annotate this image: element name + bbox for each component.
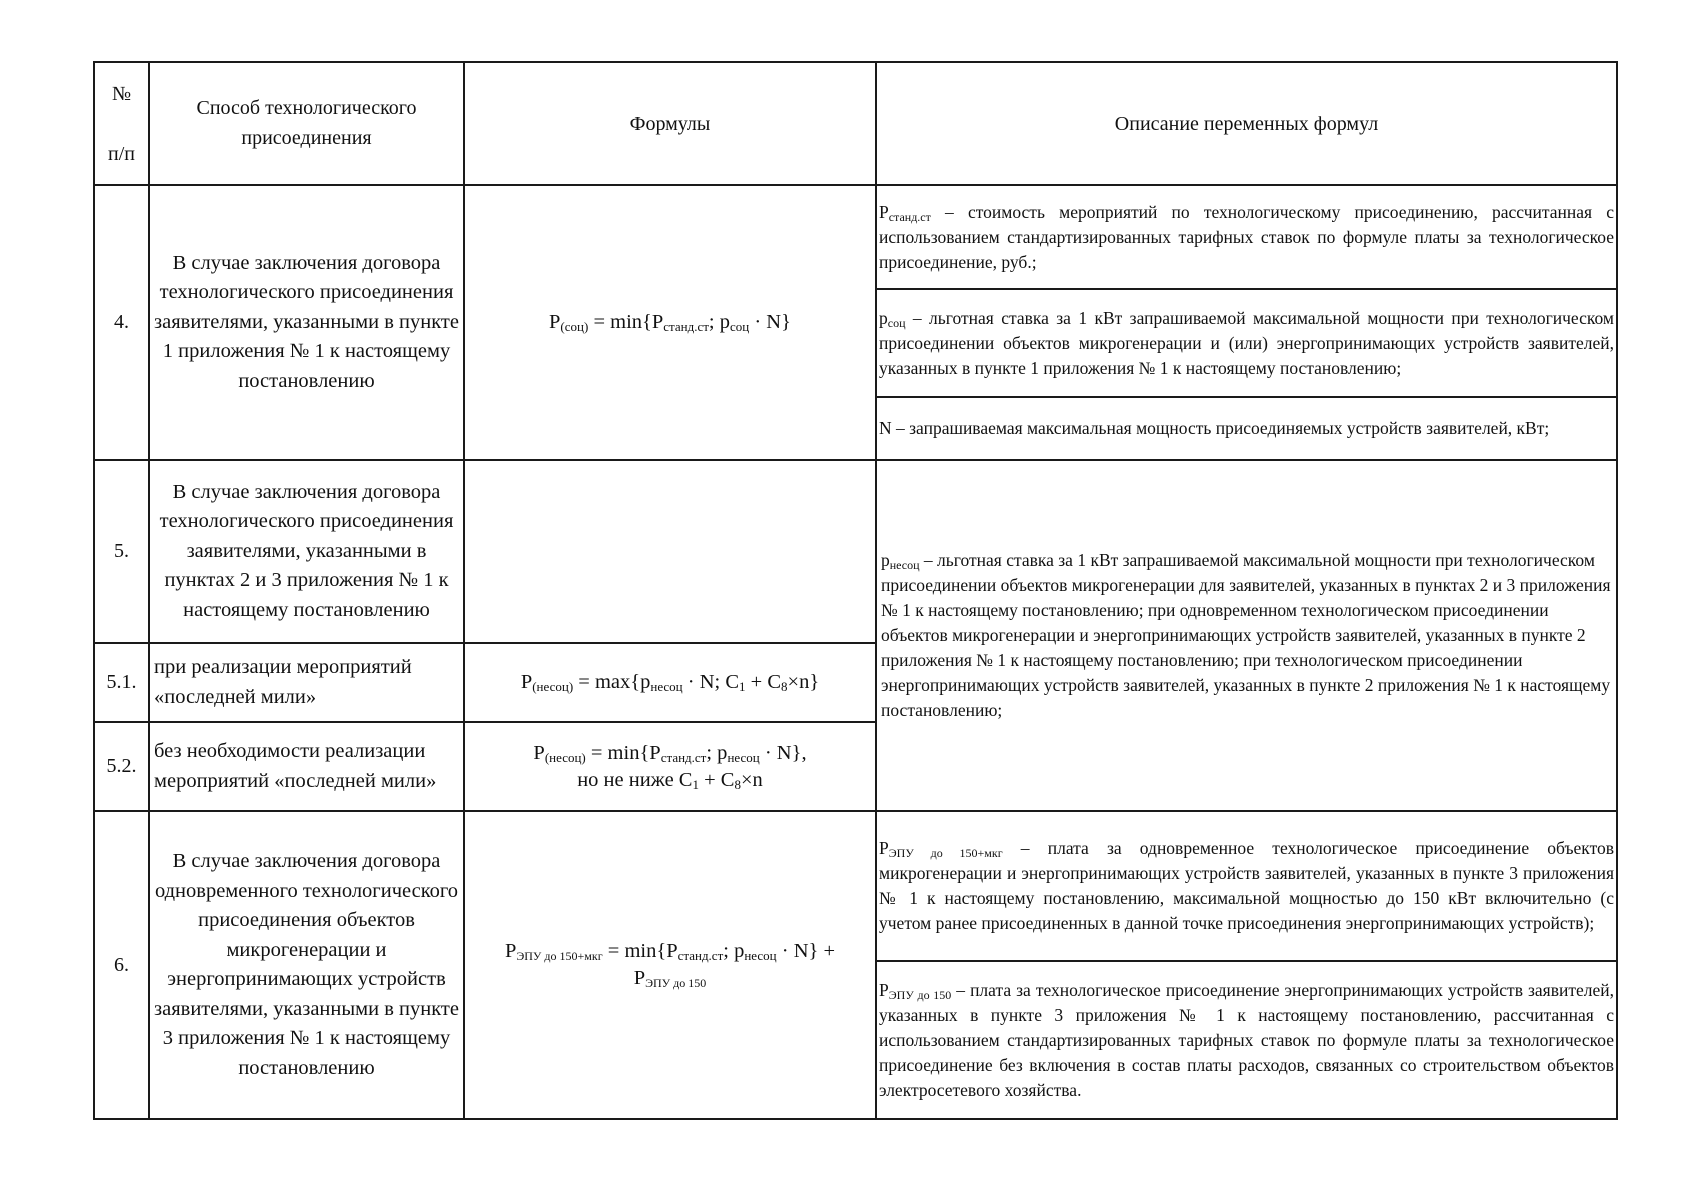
row-number: 5.1. <box>94 643 149 722</box>
header-number-abbr: п/п <box>108 142 135 165</box>
table-row <box>94 185 1617 289</box>
row-formula: $P_{(несоц)} = \max\{p_{несоц} \cdot N$; $C_1 + C_8\times n$} <box>464 643 876 722</box>
header-number-cell <box>94 62 149 185</box>
tariff-formulas-table <box>93 61 1618 1120</box>
variable-description: $p_{несоц}$ – льготная ставка за 1 кВт запрашиваемой максимальной мощности при технологическом присоединении объектов микрогенерации для заявителей, указанных в пунктах 2 и 3 приложения № 1 к настоящему постановлению; при одновременном технологическом присоединении объектов микрогенерации и энергопринимающих устройств заявителей, указанных в пункте 2 приложения № 1 к настоящему постановлению; при технологическом присоединении энергопринимающих устройств заявителей, указанных в пункте 2 приложения № 1 к настоящему постановлению; <box>876 460 1617 811</box>
variable-description: $P_{ЭПУ до 150}$ – плата за технологическое присоединение энергопринимающих устройств заявителей, указанных в пункте 3 приложения № 1 к настоящему постановлению, рассчитанная с использованием стандартизированных тарифных ставок по формуле платы за технологическое присоединение без включения в состав платы расходов, связанных со строительством объектов электросетевого хозяйства. <box>876 961 1617 1119</box>
variable-description: N – запрашиваемая максимальная мощность присоединяемых устройств заявителей, кВт; <box>876 397 1617 460</box>
table-row <box>94 811 1617 961</box>
row-method: при реализации мероприятий «последней мили» <box>149 643 464 722</box>
header-formulas-text: Формулы <box>629 112 711 135</box>
variable-description: $P_{станд.ст}$ – стоимость мероприятий по технологическому присоединению, рассчитанная с использованием стандартизированных тарифных ставок по формуле платы за технологическое присоединение, руб.; <box>876 185 1617 289</box>
variable-description: $P_{ЭПУ до 150+мкг}$ – плата за одновременное технологическое присоединение объектов микрогенерации и энергопринимающих устройств заявителей, указанных в пункте 3 приложения № 1 к настоящему постановлению, максимальной мощностью до 150 кВт включительно (с учетом ранее присоединенных в данной точке присоединения энергопринимающих устройств); <box>876 811 1617 961</box>
header-method-text: Способ технологического присоединения <box>196 97 417 149</box>
header-description-text: Описание переменных формул <box>1114 112 1379 135</box>
header-row <box>94 62 1617 185</box>
header-formulas <box>464 62 876 185</box>
header-description <box>876 62 1617 185</box>
table-row <box>94 460 1617 643</box>
row-method: без необходимости реализации мероприятий «последней мили» <box>149 722 464 811</box>
row-method: В случае заключения договора технологического присоединения заявителями, указанными в пункте 1 приложения № 1 к настоящему постановлению <box>149 185 464 460</box>
row-formula-empty <box>464 460 876 643</box>
header-number-sign: № <box>111 82 132 105</box>
row-formula: $P_{(соц)} = \min\{P_{станд.ст}$; $p_{соц} \cdot N$} <box>464 185 876 460</box>
row-number: 6. <box>94 811 149 1119</box>
row-number: 5.2. <box>94 722 149 811</box>
row-number: 5. <box>94 460 149 643</box>
row-method: В случае заключения договора одновременного технологического присоединения объектов микрогенерации и энергопринимающих устройств заявителями, указанными в пункте 3 приложения № 1 к настоящему постановлению <box>149 811 464 1119</box>
variable-description: $p_{соц}$ – льготная ставка за 1 кВт запрашиваемой максимальной мощности при технологическом присоединении объектов микрогенерации и (или) энергопринимающих устройств заявителей, указанных в пункте 1 приложения № 1 к настоящему постановлению; <box>876 289 1617 397</box>
row-number: 4. <box>94 185 149 460</box>
row-method: В случае заключения договора технологического присоединения заявителями, указанными в пунктах 2 и 3 приложения № 1 к настоящему постановлению <box>149 460 464 643</box>
row-formula: $P_{ЭПУ до 150+мкг} = \min\{P_{станд.ст}$; $p_{несоц} \cdot N$} + $P_{ЭПУ до 150}$ <box>464 811 876 1119</box>
header-method <box>149 62 464 185</box>
row-formula: $P_{(несоц)} = \min\{P_{станд.ст}$; $p_{несоц} \cdot N$}, но не ниже $C_1 + C_8\times n$ <box>464 722 876 811</box>
